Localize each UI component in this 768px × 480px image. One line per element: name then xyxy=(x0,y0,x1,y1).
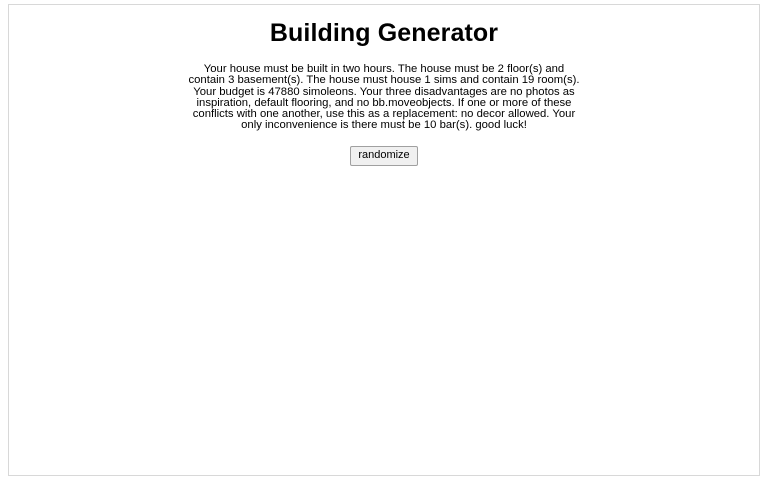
generated-description-text: Your house must be built in two hours. The house must be 2 floor(s) and contain 3 basement(s). The house must house 1 sims and contain 19 room(s). Your budget is 47880 simoleons. Your three disadvantages are no photos as inspiration, default flooring, and no bb.moveobjects. If one or more of these conflicts with one another, use this as a replacement: no decor allowed. Your only inconvenience is there must be 10 bar(s). good luck! xyxy=(188,63,580,132)
page-title: Building Generator xyxy=(269,19,499,47)
button-row xyxy=(9,145,759,166)
browser-page-frame xyxy=(8,4,760,476)
page-content xyxy=(9,5,759,166)
randomize-button[interactable]: randomize xyxy=(350,146,417,166)
